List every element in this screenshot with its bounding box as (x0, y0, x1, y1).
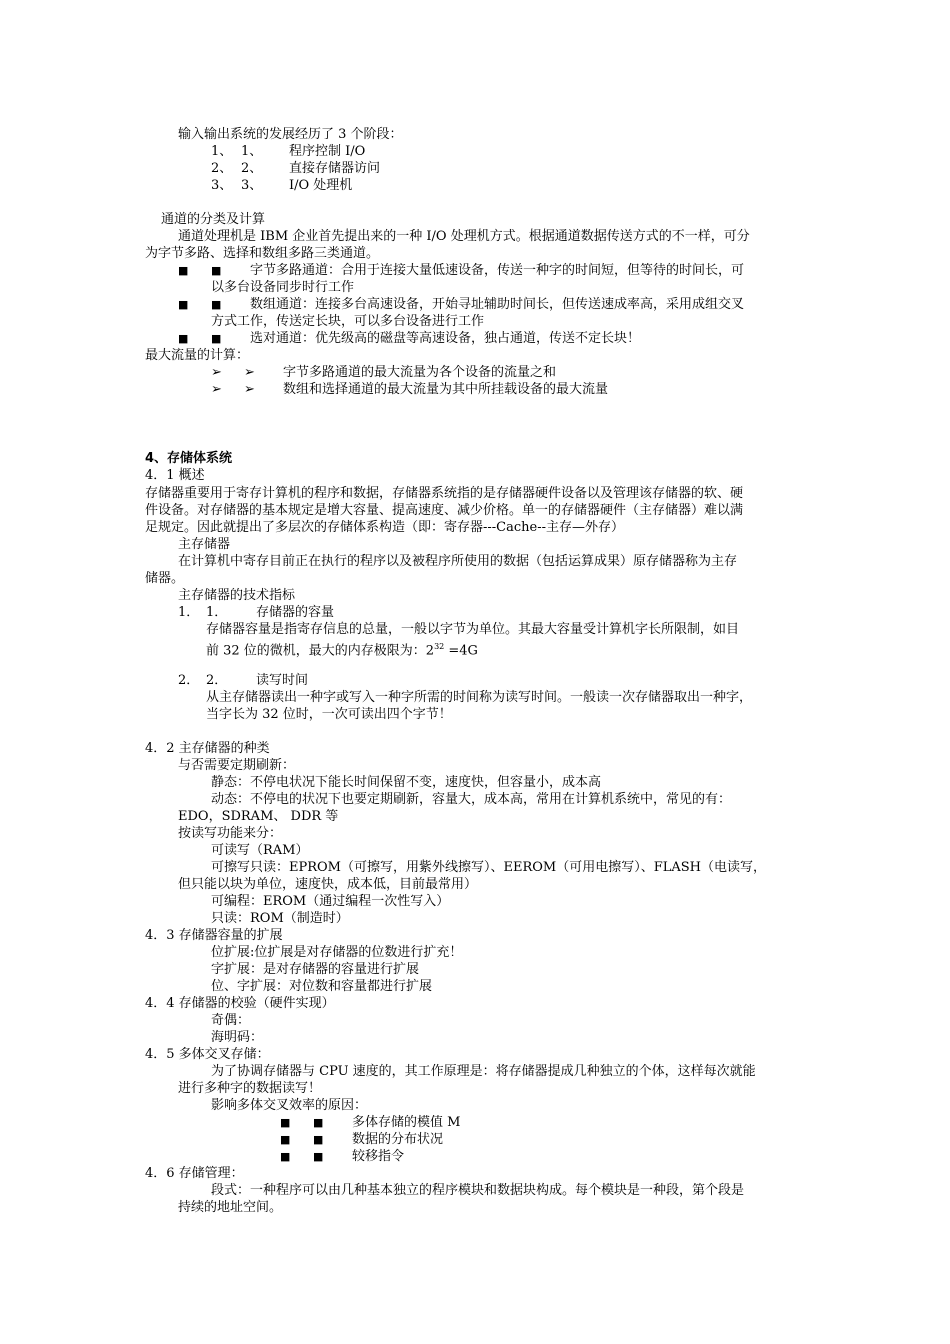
paragraph-line: 位扩展:位扩展是对存储器的位数进行扩充！ (211, 945, 463, 960)
paragraph-line: 存储器容量是指寄存信息的总量，一般以字节为单位。其最大容量受计算机字长所限制，如目 (206, 622, 740, 637)
bullet-text: 多体存储的模值 M (352, 1115, 461, 1130)
bullet-icon: ■ (280, 1116, 291, 1129)
bullet-text: 字节多路通道：合用于连接大量低速设备，传送一种字的时间短，但等待的时间长，可 (250, 263, 745, 278)
paragraph-line: 持续的地址空间。 (178, 1200, 283, 1215)
subsection-heading: 4．5 多体交叉存储： (145, 1047, 270, 1062)
paragraph-line: 为字节多路、选择和数组多路三类通道。 (145, 246, 380, 261)
term-heading: 主存储器的技术指标 (178, 588, 296, 603)
paragraph-line: 奇偶： (211, 1013, 251, 1028)
bullet-icon: ■ (313, 1133, 324, 1146)
bullet-icon: ■ (178, 264, 189, 277)
arrow-icon: ➢ (211, 382, 222, 397)
subsection-heading: 4．2 主存储器的种类 (145, 741, 270, 756)
bullet-icon: ■ (280, 1150, 291, 1163)
bullet-icon: ■ (313, 1116, 324, 1129)
paragraph-line: 通道处理机是 IBM 企业首先提出来的一种 I/O 处理机方式。根据通道数据传送方式的不一样，可分 (178, 229, 750, 244)
arrow-icon: ➢ (244, 365, 255, 380)
item-title: 存储器的容量 (256, 605, 335, 620)
paragraph-line: 动态：不停电的状况下也要定期刷新，容量大，成本高，常用在计算机系统中，常见的有： (211, 792, 732, 807)
stage-text: I/O 处理机 (289, 178, 353, 193)
paragraph-line: 海明码： (211, 1030, 264, 1045)
subsection-heading: 4．3 存储器容量的扩展 (145, 928, 283, 943)
paragraph-line: 只读：ROM（制造时） (211, 911, 349, 926)
paragraph-line: 字扩展：是对存储器的容量进行扩展 (211, 962, 420, 977)
paragraph-line: 在计算机中寄存目前正在执行的程序以及被程序所使用的数据（包括运算成果）原存储器称为主存 (178, 554, 738, 569)
list-marker: 2． (206, 673, 228, 688)
subsection-heading: 4．4 存储器的校验（硬件实现） (145, 996, 335, 1011)
bullet-text: 以多台设备同步时行工作 (211, 280, 355, 295)
capacity-result: =4G (444, 643, 478, 659)
flow-heading: 最大流量的计算： (145, 348, 250, 363)
paragraph-line: 段式：一种程序可以由几种基本独立的程序模块和数据块构成。每个模块是一种段，第个段是 (211, 1183, 745, 1198)
bullet-text: 较移指令 (352, 1149, 405, 1164)
term-heading: 主存储器 (178, 537, 231, 552)
paragraph-line: 进行多种字的数据读写！ (178, 1081, 322, 1096)
section-title: 4、存储体系统 (145, 451, 233, 466)
paragraph-line: 静态：不停电状况下能长时间保留不变，速度快，但容量小，成本高 (211, 775, 602, 790)
bullet-icon: ■ (211, 332, 222, 345)
bullet-text: 数组通道：连接多台高速设备，开始寻址辅助时间长，但传送速成率高，采用成组交叉 (250, 297, 745, 312)
arrow-text: 数组和选择通道的最大流量为其中所挂载设备的最大流量 (283, 382, 609, 397)
stage-text: 直接存储器访问 (289, 161, 381, 176)
paragraph-line (206, 639, 478, 659)
paragraph-line: 但只能以块为单位，速度快，成本低，目前最常用） (178, 877, 478, 892)
paragraph-line: 足规定。因此就提出了多层次的存储体系构造（即：寄存器---Cache--主存—外存） (145, 520, 625, 535)
io-intro: 输入输出系统的发展经历了 3 个阶段： (178, 127, 403, 142)
paragraph-line: 影响多体交叉效率的原因： (211, 1098, 368, 1113)
paragraph-line: EDO，SDRAM、 DDR 等 (178, 809, 339, 824)
list-marker: 3、 (211, 178, 233, 193)
bullet-icon: ■ (280, 1133, 291, 1146)
paragraph-line: 可读写（RAM） (211, 843, 309, 858)
arrow-text: 字节多路通道的最大流量为各个设备的流量之和 (283, 365, 557, 380)
paragraph-line: 存储器重要用于寄存计算机的程序和数据，存储器系统指的是存储器硬件设备以及管理该存储器的软、硬 (145, 486, 744, 501)
paragraph-line: 位、字扩展：对位数和容量都进行扩展 (211, 979, 433, 994)
list-marker: 2、 (241, 161, 263, 176)
paragraph-line: 可擦写只读：EPROM（可擦写，用紫外线擦写）、EEROM（可用电擦写）、FLASH（电读写， (211, 860, 767, 875)
paragraph-line: 件设备。对存储器的基本规定是增大容量、提高速度、减少价格。单一的存储器硬件（主存储器）难以满 (145, 503, 744, 518)
paragraph-line: 与否需要定期刷新： (178, 758, 296, 773)
channel-heading: 通道的分类及计算 (161, 212, 266, 227)
bullet-icon: ■ (211, 298, 222, 311)
list-marker: 2． (178, 673, 200, 688)
paragraph-line: 可编程：EROM（通过编程一次性写入） (211, 894, 450, 909)
paragraph-line: 当字长为 32 位时，一次可读出四个字节！ (206, 707, 452, 722)
list-marker: 3、 (241, 178, 263, 193)
capacity-text: 前 32 位的微机，最大的内存极限为：2 (206, 643, 435, 659)
paragraph-line: 储器。 (145, 571, 185, 586)
exponent: 32 (434, 642, 445, 651)
subsection-heading: 4．6 存储管理： (145, 1166, 244, 1181)
bullet-icon: ■ (178, 332, 189, 345)
list-marker: 1、 (211, 144, 233, 159)
list-marker: 1． (206, 605, 228, 620)
list-marker: 1、 (241, 144, 263, 159)
stage-text: 程序控制 I/O (289, 144, 366, 159)
bullet-icon: ■ (178, 298, 189, 311)
bullet-text: 数据的分布状况 (352, 1132, 444, 1147)
arrow-icon: ➢ (244, 382, 255, 397)
list-marker: 2、 (211, 161, 233, 176)
paragraph-line: 为了协调存储器与 CPU 速度的，其工作原理是：将存储器提成几种独立的个体，这样每次就能 (211, 1064, 756, 1079)
list-marker: 1． (178, 605, 200, 620)
arrow-icon: ➢ (211, 365, 222, 380)
item-title: 读写时间 (256, 673, 309, 688)
bullet-text: 选对通道：优先级高的磁盘等高速设备，独占通道，传送不定长块！ (250, 331, 641, 346)
bullet-icon: ■ (313, 1150, 324, 1163)
bullet-icon: ■ (211, 264, 222, 277)
paragraph-line: 按读写功能来分： (178, 826, 283, 841)
paragraph-line: 从主存储器读出一种字或写入一种字所需的时间称为读写时间。一般读一次存储器取出一种字， (206, 690, 753, 705)
subsection-heading: 4．1 概述 (145, 468, 205, 483)
bullet-text: 方式工作，传送定长块，可以多台设备进行工作 (211, 314, 485, 329)
